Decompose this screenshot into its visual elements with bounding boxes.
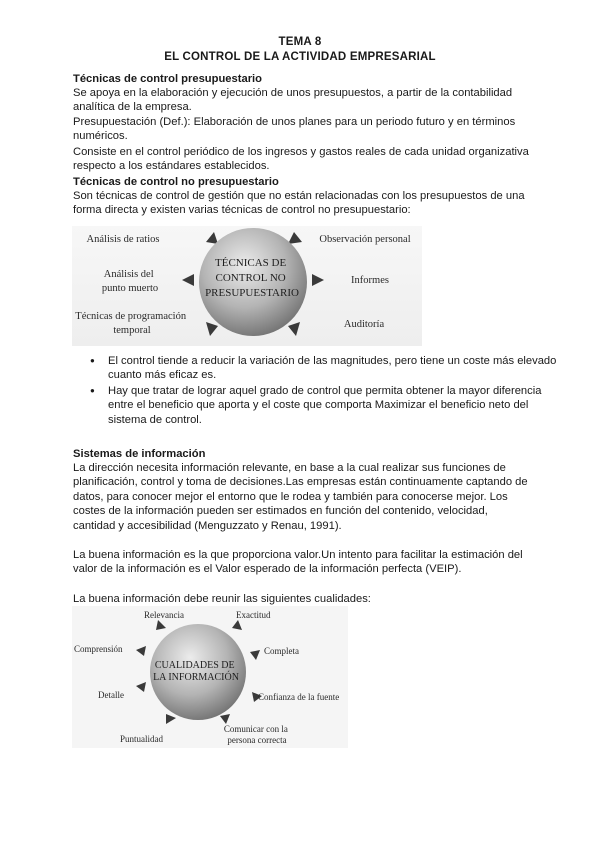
label-analisis-ratios: Análisis de ratios bbox=[86, 234, 160, 245]
label-analisis-punto-muerto-line1: Análisis del bbox=[103, 269, 154, 280]
label-comunicar-persona-line1: Comunicar con la bbox=[223, 724, 288, 734]
label-completa: Completa bbox=[264, 646, 299, 656]
label-programacion-temporal-line1: Técnicas de programación bbox=[75, 311, 187, 322]
paragraph-sistemas-informacion-2: La buena información es la que proporciona valor.Un intento para facilitar la estimación del valor de la información es el Valor esperado de la información perfecta (VEIP). bbox=[73, 549, 523, 576]
paragraph-presupuestario-2: Presupuestación (Def.): Elaboración de unos planes para un periodo futuro y en términos numéricos. bbox=[73, 116, 516, 143]
diagram1-center-line3: PRESUPUESTARIO bbox=[205, 287, 299, 299]
section-heading-no-presupuestario: Técnicas de control no presupuestario bbox=[73, 176, 279, 188]
label-exactitud: Exactitud bbox=[236, 610, 271, 620]
label-comunicar-persona-line2: persona correcta bbox=[227, 735, 287, 745]
diagram-cualidades-informacion bbox=[72, 606, 348, 748]
paragraph-no-presupuestario: Son técnicas de control de gestión que no están relacionadas con los presupuestos de una forma directa y existen varias técnicas de control no presupuestario: bbox=[73, 190, 525, 217]
diagram1-center-line1: TÉCNICAS DE bbox=[215, 257, 287, 269]
paragraph-sistemas-informacion-3: La buena información debe reunir las siguientes cualidades: bbox=[73, 593, 371, 605]
svg-text:Análisis de ratios bbox=[87, 234, 160, 245]
svg-text:Observación personal bbox=[319, 234, 410, 245]
document-title-line1: TEMA 8 bbox=[278, 36, 322, 48]
diagram2-center-line1: CUALIDADES DE bbox=[154, 660, 235, 671]
label-observacion-personal: Observación personal bbox=[319, 234, 411, 245]
paragraph-sistemas-informacion-1: La dirección necesita información relevante, en base a la cual realizar sus funciones de planificación, control y toma de decisiones.Las empresas están continuamente captando de datos, para conocer mejor el entorno que le rodea y también para conocerse mejor. Los costes de la información pueden ser estimados en función del contenido, velocidad, cantidad y accesibilidad (Menguzzato y Renau, 1991). bbox=[73, 462, 528, 532]
diagram2-center-line2: LA INFORMACIÓN bbox=[153, 672, 239, 683]
label-puntualidad: Puntualidad bbox=[120, 734, 163, 744]
diagram-control-no-presupuestario bbox=[72, 226, 422, 346]
svg-text:Informes bbox=[351, 275, 389, 286]
document-title-line2: EL CONTROL DE LA ACTIVIDAD EMPRESARIAL bbox=[164, 51, 436, 63]
label-comunicar-persona bbox=[224, 724, 290, 745]
bullet-item-2: ● Hay que tratar de lograr aquel grado de control que permita obtener la mayor diferencia entre el beneficio que aporta y el coste que comporta Maximizar el beneficio neto del sistema de control. bbox=[108, 384, 563, 427]
diagram2-center-label bbox=[153, 660, 239, 683]
diagram1-center-label bbox=[205, 257, 299, 299]
svg-text:Auditoría bbox=[344, 319, 385, 330]
diagram1-center-line2: CONTROL NO bbox=[215, 272, 286, 284]
label-auditoria: Auditoría bbox=[343, 319, 385, 330]
label-confianza-fuente: Confianza de la fuente bbox=[258, 692, 340, 702]
label-detalle: Detalle bbox=[98, 690, 124, 700]
label-relevancia: Relevancia bbox=[144, 610, 184, 620]
label-comprension: Comprensión bbox=[74, 644, 123, 654]
paragraph-presupuestario-1: Se apoya en la elaboración y ejecución de unos presupuestos, a partir de la contabilidad analítica de la empresa. bbox=[73, 87, 513, 114]
bullet-list-control bbox=[73, 354, 563, 428]
bullet-item-1: ● El control tiende a reducir la variación de las magnitudes, pero tiene un coste más elevado cuanto más eficaz es. bbox=[108, 354, 563, 383]
section-heading-sistemas-informacion: Sistemas de información bbox=[73, 448, 206, 460]
paragraph-presupuestario-3: Consiste en el control periódico de los ingresos y gastos reales de cada unidad organizativa respecto a los estándares establecidos. bbox=[73, 146, 529, 173]
section-heading-presupuestario: Técnicas de control presupuestario bbox=[73, 73, 262, 85]
label-programacion-temporal-line2: temporal bbox=[113, 325, 151, 336]
label-informes: Informes bbox=[351, 275, 389, 286]
label-analisis-punto-muerto-line2: punto muerto bbox=[101, 283, 159, 294]
